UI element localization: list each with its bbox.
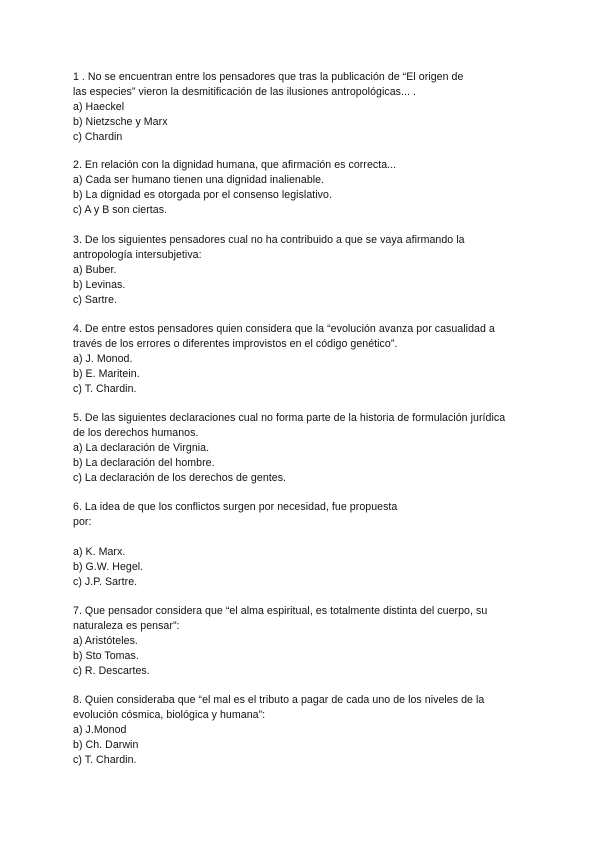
question-8 bbox=[73, 693, 543, 768]
question-8-option-b: b) Ch. Darwin bbox=[73, 739, 139, 751]
question-5-line-1: 5. De las siguientes declaraciones cual no forma parte de la historia de formulación jurídica bbox=[73, 412, 506, 424]
question-4-option-a: a) J. Monod. bbox=[73, 353, 133, 365]
question-3-option-c: c) Sartre. bbox=[73, 294, 118, 306]
question-8-line-1: 8. Quien consideraba que “el mal es el tributo a pagar de cada uno de los niveles de la bbox=[73, 694, 485, 706]
question-5-option-c: c) La declaración de los derechos de gentes. bbox=[73, 472, 287, 484]
question-6-blank-line bbox=[73, 530, 543, 545]
question-3-line-2: antropología intersubjetiva: bbox=[73, 249, 202, 261]
question-6-line-1: 6. La idea de que los conflictos surgen por necesidad, fue propuesta bbox=[73, 501, 398, 513]
question-8-option-a: a) J.Monod bbox=[73, 724, 127, 736]
question-4-line-2: través de los errores o diferentes improvistos en el código genético”. bbox=[73, 338, 398, 350]
question-1-line-2: las especies” vieron la desmitificación de las ilusiones antropológicas... . bbox=[73, 86, 416, 98]
question-1-option-b: b) Nietzsche y Marx bbox=[73, 116, 168, 128]
question-5 bbox=[73, 411, 543, 486]
question-1 bbox=[73, 70, 543, 145]
question-2-option-b: b) La dignidad es otorgada por el consenso legislativo. bbox=[73, 189, 332, 201]
question-2-option-c: c) A y B son ciertas. bbox=[73, 204, 168, 216]
question-6-line-2: por: bbox=[73, 516, 92, 528]
question-3-line-1: 3. De los siguientes pensadores cual no ha contribuido a que se vaya afirmando la bbox=[73, 234, 465, 246]
question-6-option-a: a) K. Marx. bbox=[73, 546, 126, 558]
question-4-option-b: b) E. Maritein. bbox=[73, 368, 140, 380]
question-1-option-c: c) Chardin bbox=[73, 131, 123, 143]
question-6-option-c: c) J.P. Sartre. bbox=[73, 576, 138, 588]
question-4-option-c: c) T. Chardin. bbox=[73, 383, 137, 395]
question-6-option-b: b) G.W. Hegel. bbox=[73, 561, 144, 573]
question-2-line-1: 2. En relación con la dignidad humana, que afirmación es correcta... bbox=[73, 159, 397, 171]
question-7 bbox=[73, 604, 543, 679]
question-3-option-b: b) Levinas. bbox=[73, 279, 126, 291]
question-5-option-b: b) La declaración del hombre. bbox=[73, 457, 215, 469]
question-7-option-a: a) Aristóteles. bbox=[73, 635, 138, 647]
question-7-line-2: naturaleza es pensar”: bbox=[73, 620, 180, 632]
question-2-option-a: a) Cada ser humano tienen una dignidad inalienable. bbox=[73, 174, 325, 186]
question-6 bbox=[73, 500, 543, 590]
question-2 bbox=[73, 158, 543, 218]
question-7-option-c: c) R. Descartes. bbox=[73, 665, 150, 677]
question-5-line-2: de los derechos humanos. bbox=[73, 427, 199, 439]
question-3-option-a: a) Buber. bbox=[73, 264, 117, 276]
question-7-line-1: 7. Que pensador considera que “el alma espiritual, es totalmente distinta del cuerpo, su bbox=[73, 605, 488, 617]
question-4 bbox=[73, 322, 543, 397]
question-8-option-c: c) T. Chardin. bbox=[73, 754, 137, 766]
question-5-option-a: a) La declaración de Virgnia. bbox=[73, 442, 210, 454]
question-8-line-2: evolución cósmica, biológica y humana”: bbox=[73, 709, 266, 721]
question-4-line-1: 4. De entre estos pensadores quien considera que la “evolución avanza por casualidad a bbox=[73, 323, 495, 335]
question-3 bbox=[73, 233, 543, 308]
question-7-option-b: b) Sto Tomas. bbox=[73, 650, 139, 662]
question-1-option-a: a) Haeckel bbox=[73, 101, 125, 113]
question-1-line-1: 1 . No se encuentran entre los pensadores que tras la publicación de “El origen de bbox=[73, 71, 464, 83]
